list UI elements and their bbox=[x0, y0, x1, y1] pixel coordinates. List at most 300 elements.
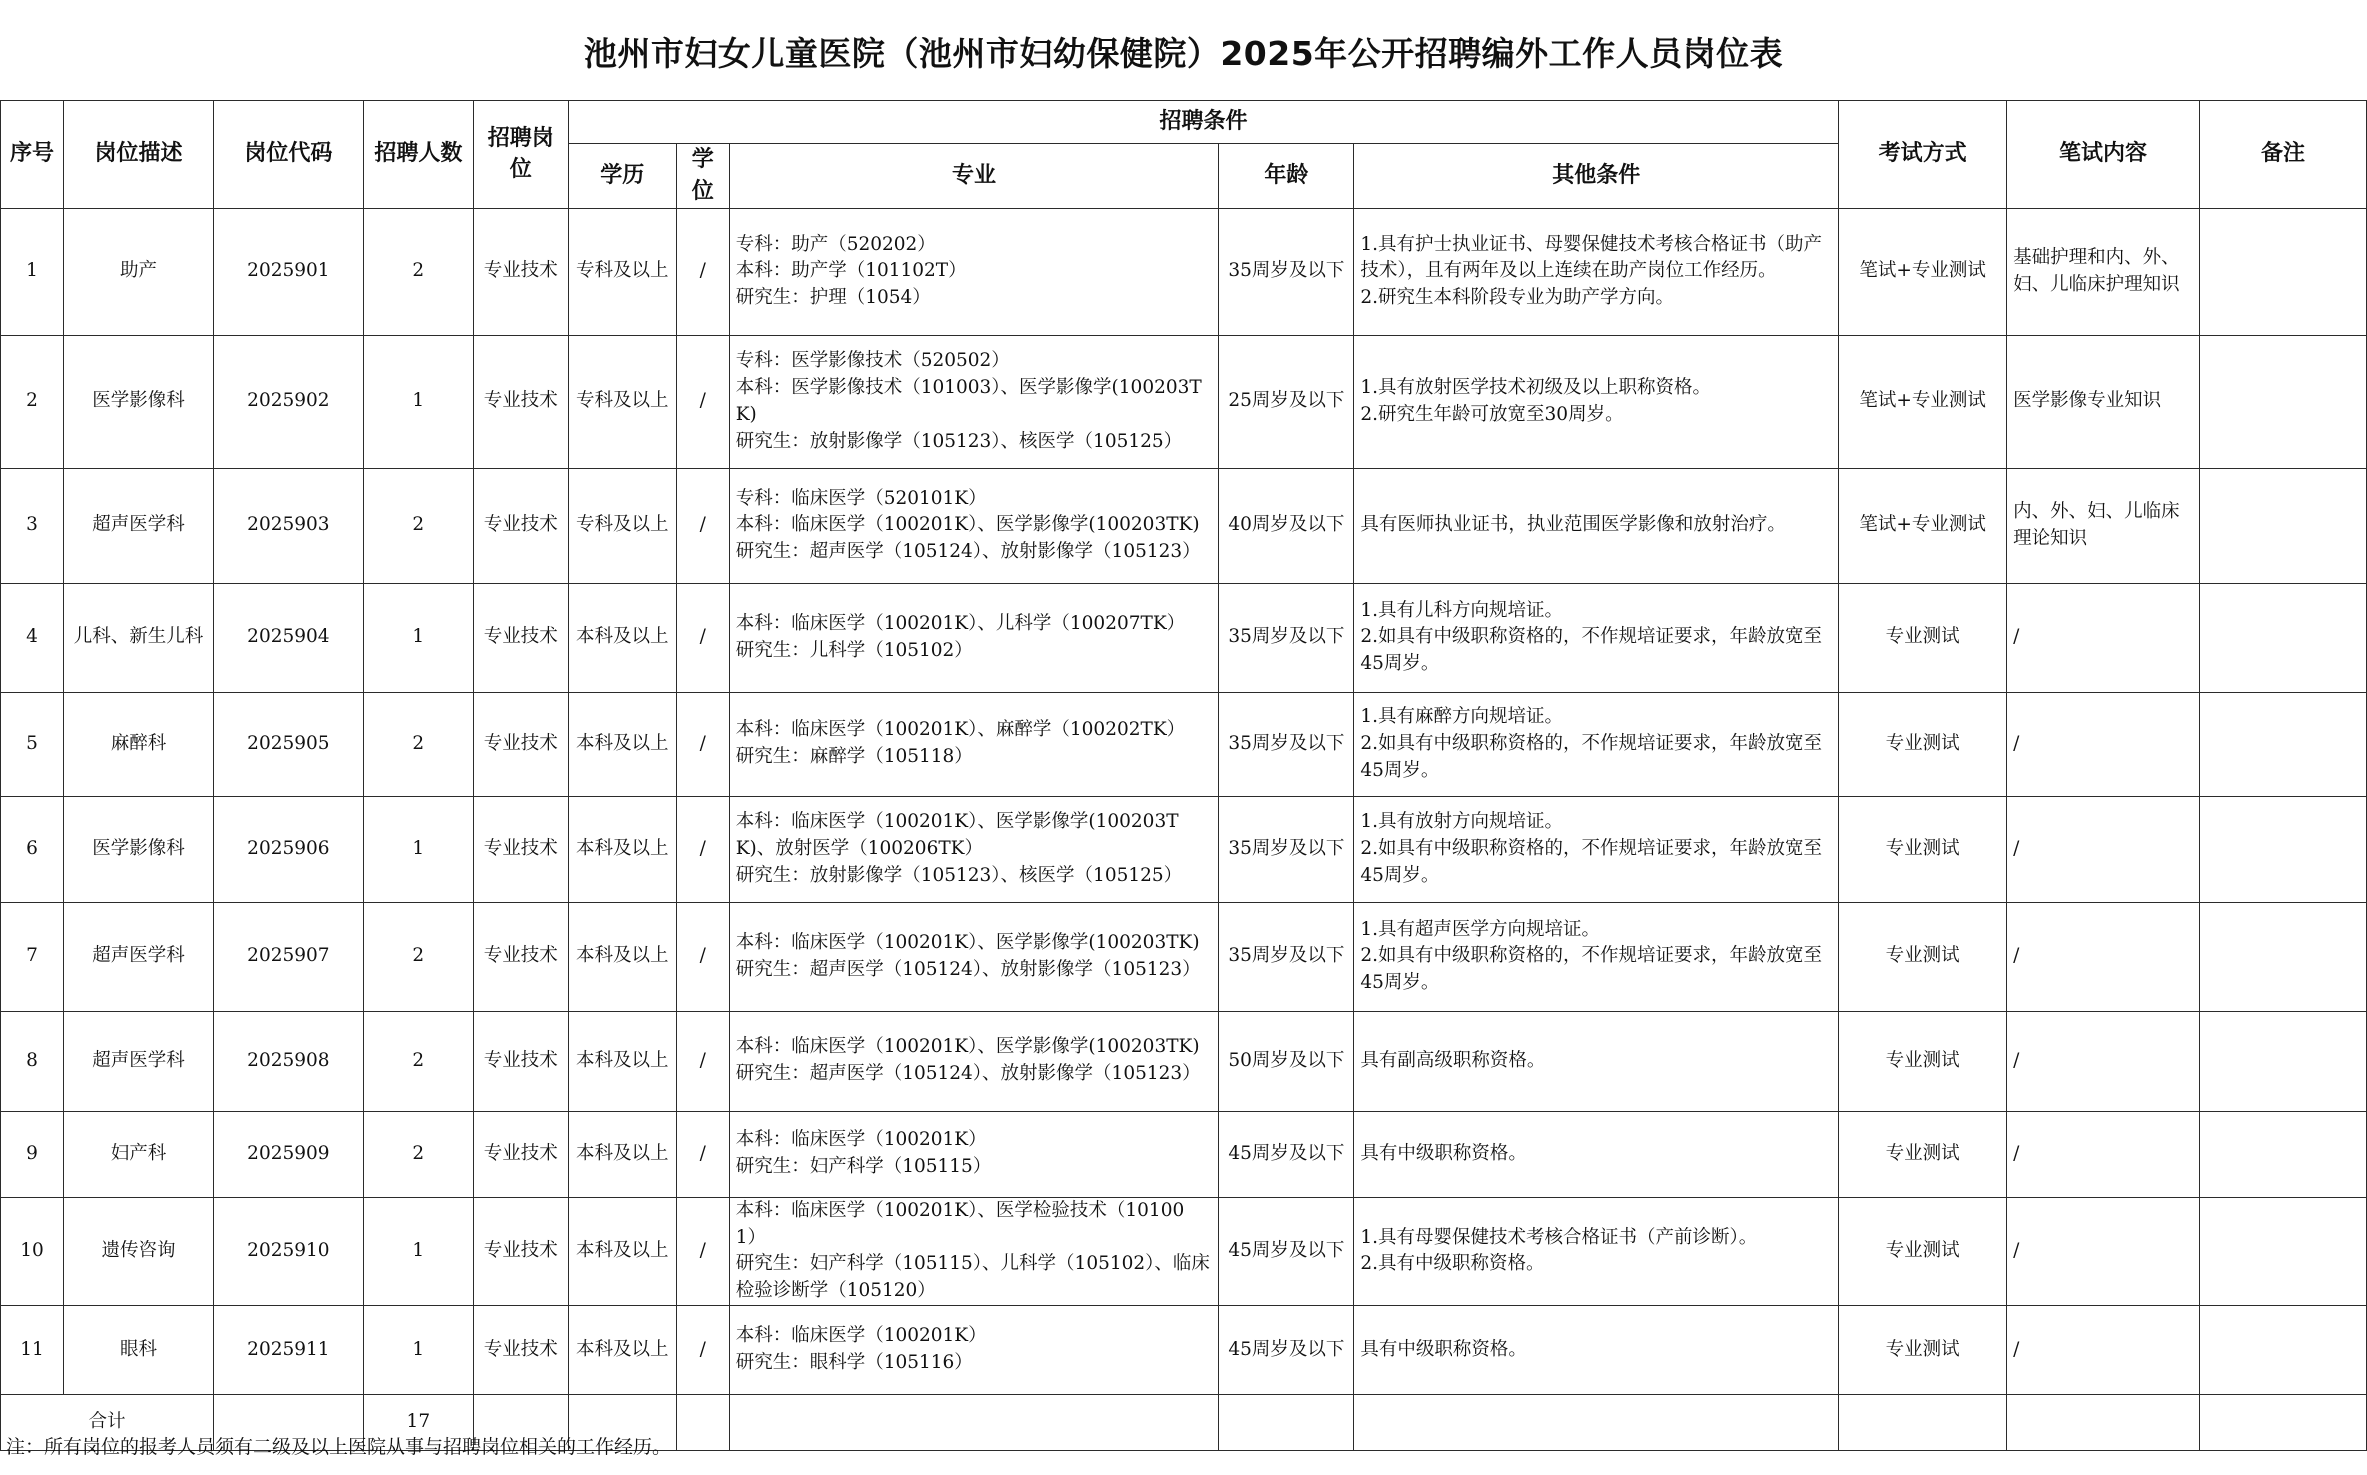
post-cell-text: 专业技术 bbox=[483, 1049, 558, 1071]
count-cell-text: 2 bbox=[412, 514, 425, 536]
seq-cell-text: 1 bbox=[26, 260, 38, 282]
other-cell-text: 具有中级职称资格。 bbox=[1360, 1142, 1527, 1164]
other-cell-text: 1.具有放射方向规培证。 2.如具有中级职称资格的，不作规培证要求，年龄放宽至45周岁。 bbox=[1360, 811, 1823, 886]
other-cell-text: 1.具有麻醉方向规培证。 2.如具有中级职称资格的，不作规培证要求，年龄放宽至45周岁。 bbox=[1360, 706, 1823, 781]
exam-cell bbox=[1839, 468, 2007, 583]
exam-cell bbox=[1839, 796, 2007, 902]
written-cell-text: / bbox=[2013, 1240, 2020, 1261]
other-cell bbox=[1354, 1011, 1839, 1111]
count-cell bbox=[363, 1111, 473, 1197]
total-empty bbox=[1219, 1395, 1354, 1451]
other-cell bbox=[1354, 692, 1839, 796]
seq-cell-text: 6 bbox=[26, 837, 38, 859]
major-cell bbox=[729, 1197, 1219, 1305]
written-cell-text: / bbox=[2013, 1049, 2020, 1071]
code-cell bbox=[213, 902, 363, 1011]
remark-cell bbox=[2199, 583, 2366, 692]
edu-cell bbox=[568, 468, 676, 583]
written-cell-text: / bbox=[2013, 626, 2020, 648]
seq-cell-text: 11 bbox=[20, 1338, 44, 1360]
major-cell-text: 专科：助产（520202） 本科：助产学（101102T） 研究生：护理（1054） bbox=[735, 233, 967, 309]
degree-cell-text: / bbox=[699, 1049, 706, 1071]
header-remark: 备注 bbox=[2199, 101, 2366, 209]
other-cell bbox=[1354, 902, 1839, 1011]
edu-cell-text: 本科及以上 bbox=[575, 1338, 669, 1360]
major-cell-text: 本科：临床医学（100201K）、医学影像学(100203TK) 研究生：超声医学（105124）、放射影像学（105123） bbox=[735, 931, 1201, 980]
exam-cell bbox=[1839, 583, 2007, 692]
desc-cell-text: 儿科、新生儿科 bbox=[73, 626, 204, 648]
major-cell-text: 专科：临床医学（520101K） 本科：临床医学（100201K）、医学影像学(100203TK) 研究生：超声医学（105124）、放射影像学（105123） bbox=[735, 487, 1201, 563]
desc-cell bbox=[63, 1111, 213, 1197]
exam-cell-text: 专业测试 bbox=[1885, 1049, 1960, 1071]
post-cell-text: 专业技术 bbox=[483, 390, 558, 412]
seq-cell bbox=[1, 583, 64, 692]
total-empty bbox=[1354, 1395, 1839, 1451]
count-cell-text: 2 bbox=[412, 945, 425, 967]
code-cell bbox=[213, 1011, 363, 1111]
written-cell bbox=[2007, 1197, 2200, 1305]
age-cell bbox=[1219, 796, 1354, 902]
seq-cell-text: 4 bbox=[26, 626, 38, 648]
edu-cell bbox=[568, 692, 676, 796]
desc-cell bbox=[63, 796, 213, 902]
age-cell-text: 35周岁及以下 bbox=[1228, 945, 1345, 967]
code-cell bbox=[213, 335, 363, 468]
count-cell-text: 1 bbox=[412, 837, 425, 859]
desc-cell bbox=[63, 1197, 213, 1305]
header-desc: 岗位描述 bbox=[63, 101, 213, 209]
desc-cell bbox=[63, 468, 213, 583]
written-cell bbox=[2007, 1011, 2200, 1111]
remark-cell bbox=[2199, 1306, 2366, 1395]
other-cell-text: 1.具有儿科方向规培证。 2.如具有中级职称资格的，不作规培证要求，年龄放宽至45周岁。 bbox=[1360, 599, 1823, 675]
remark-cell bbox=[2199, 468, 2366, 583]
other-cell bbox=[1354, 796, 1839, 902]
major-cell bbox=[729, 208, 1219, 335]
age-cell bbox=[1219, 1306, 1354, 1395]
age-cell bbox=[1219, 335, 1354, 468]
edu-cell bbox=[568, 902, 676, 1011]
degree-cell-text: / bbox=[699, 732, 706, 754]
edu-cell-text: 本科及以上 bbox=[575, 626, 669, 648]
total-empty bbox=[676, 1395, 729, 1451]
desc-cell bbox=[63, 692, 213, 796]
written-cell bbox=[2007, 692, 2200, 796]
age-cell bbox=[1219, 1111, 1354, 1197]
count-cell bbox=[363, 468, 473, 583]
exam-cell-text: 专业测试 bbox=[1885, 626, 1960, 648]
age-cell bbox=[1219, 1011, 1354, 1111]
degree-cell bbox=[676, 692, 729, 796]
major-cell bbox=[729, 335, 1219, 468]
major-cell bbox=[729, 1306, 1219, 1395]
count-cell-text: 1 bbox=[412, 626, 425, 648]
count-cell-text: 1 bbox=[412, 1338, 425, 1360]
count-cell-text: 2 bbox=[412, 1049, 425, 1071]
written-cell bbox=[2007, 583, 2200, 692]
other-cell bbox=[1354, 1306, 1839, 1395]
exam-cell-text: 笔试+专业测试 bbox=[1859, 390, 1986, 412]
table-row bbox=[1, 583, 2367, 692]
total-empty bbox=[729, 1395, 1219, 1451]
other-cell bbox=[1354, 208, 1839, 335]
written-cell-text: / bbox=[2013, 945, 2020, 967]
seq-cell bbox=[1, 1197, 64, 1305]
desc-cell-text: 超声医学科 bbox=[92, 1049, 185, 1071]
total-count: 17 bbox=[363, 1395, 473, 1451]
degree-cell-text: / bbox=[699, 514, 706, 536]
remark-cell bbox=[2199, 902, 2366, 1011]
age-cell-text: 25周岁及以下 bbox=[1228, 390, 1345, 412]
desc-cell bbox=[63, 208, 213, 335]
edu-cell-text: 本科及以上 bbox=[575, 732, 669, 754]
post-cell bbox=[473, 902, 568, 1011]
desc-cell-text: 助产 bbox=[119, 260, 157, 282]
major-cell bbox=[729, 583, 1219, 692]
post-cell-text: 专业技术 bbox=[483, 1240, 558, 1261]
seq-cell bbox=[1, 335, 64, 468]
table-row bbox=[1, 692, 2367, 796]
header-post: 招聘岗位 bbox=[473, 101, 568, 209]
degree-cell-text: / bbox=[699, 945, 706, 967]
degree-cell bbox=[676, 1306, 729, 1395]
table-row bbox=[1, 902, 2367, 1011]
total-empty bbox=[2007, 1395, 2200, 1451]
age-cell-text: 35周岁及以下 bbox=[1228, 732, 1345, 754]
seq-cell bbox=[1, 468, 64, 583]
exam-cell bbox=[1839, 1197, 2007, 1305]
desc-cell bbox=[63, 1011, 213, 1111]
code-cell bbox=[213, 468, 363, 583]
written-cell bbox=[2007, 902, 2200, 1011]
code-cell bbox=[213, 208, 363, 335]
exam-cell-text: 专业测试 bbox=[1885, 1338, 1960, 1360]
desc-cell bbox=[63, 335, 213, 468]
desc-cell-text: 眼科 bbox=[119, 1338, 157, 1360]
desc-cell-text: 超声医学科 bbox=[92, 514, 185, 536]
edu-cell bbox=[568, 1011, 676, 1111]
edu-cell-text: 本科及以上 bbox=[575, 945, 669, 967]
code-cell-text: 2025904 bbox=[247, 626, 330, 648]
count-cell-text: 1 bbox=[412, 390, 425, 412]
desc-cell-text: 超声医学科 bbox=[92, 945, 185, 967]
code-cell-text: 2025909 bbox=[247, 1142, 330, 1164]
age-cell-text: 50周岁及以下 bbox=[1228, 1049, 1345, 1071]
desc-cell bbox=[63, 902, 213, 1011]
degree-cell-text: / bbox=[699, 626, 706, 648]
code-cell-text: 2025911 bbox=[247, 1338, 330, 1360]
table-body bbox=[1, 208, 2367, 1394]
edu-cell bbox=[568, 335, 676, 468]
table-row bbox=[1, 1197, 2367, 1305]
written-cell bbox=[2007, 1306, 2200, 1395]
count-cell bbox=[363, 335, 473, 468]
total-empty bbox=[2199, 1395, 2366, 1451]
code-cell bbox=[213, 1306, 363, 1395]
seq-cell-text: 5 bbox=[26, 732, 38, 754]
count-cell-text: 2 bbox=[412, 260, 425, 282]
written-cell bbox=[2007, 208, 2200, 335]
exam-cell bbox=[1839, 335, 2007, 468]
seq-cell bbox=[1, 796, 64, 902]
seq-cell-text: 9 bbox=[26, 1142, 38, 1164]
desc-cell bbox=[63, 1306, 213, 1395]
exam-cell-text: 专业测试 bbox=[1885, 837, 1960, 859]
other-cell bbox=[1354, 1111, 1839, 1197]
degree-cell-text: / bbox=[699, 390, 706, 412]
count-cell bbox=[363, 902, 473, 1011]
written-cell bbox=[2007, 796, 2200, 902]
total-label: 合计 bbox=[1, 1395, 214, 1451]
degree-cell bbox=[676, 335, 729, 468]
remark-cell bbox=[2199, 208, 2366, 335]
desc-cell-text: 妇产科 bbox=[110, 1142, 167, 1164]
post-cell bbox=[473, 1111, 568, 1197]
header-degree: 学位 bbox=[676, 144, 729, 209]
header-written: 笔试内容 bbox=[2007, 101, 2200, 209]
post-cell-text: 专业技术 bbox=[483, 1338, 558, 1360]
post-cell bbox=[473, 1306, 568, 1395]
edu-cell-text: 本科及以上 bbox=[575, 1240, 669, 1261]
remark-cell bbox=[2199, 692, 2366, 796]
desc-cell-text: 遗传咨询 bbox=[101, 1240, 176, 1261]
degree-cell-text: / bbox=[699, 837, 706, 859]
code-cell-text: 2025906 bbox=[247, 837, 330, 859]
table-row bbox=[1, 796, 2367, 902]
edu-cell-text: 本科及以上 bbox=[575, 1142, 669, 1164]
age-cell bbox=[1219, 468, 1354, 583]
post-cell-text: 专业技术 bbox=[483, 732, 558, 754]
major-cell bbox=[729, 796, 1219, 902]
code-cell bbox=[213, 1111, 363, 1197]
code-cell-text: 2025907 bbox=[247, 945, 330, 967]
seq-cell bbox=[1, 692, 64, 796]
count-cell bbox=[363, 1011, 473, 1111]
exam-cell bbox=[1839, 902, 2007, 1011]
remark-cell bbox=[2199, 335, 2366, 468]
post-cell-text: 专业技术 bbox=[483, 626, 558, 648]
code-cell-text: 2025905 bbox=[247, 732, 330, 754]
edu-cell-text: 专科及以上 bbox=[575, 514, 669, 536]
edu-cell-text: 本科及以上 bbox=[575, 837, 669, 859]
code-cell bbox=[213, 692, 363, 796]
code-cell-text: 2025901 bbox=[247, 260, 330, 282]
edu-cell bbox=[568, 208, 676, 335]
major-cell-text: 本科：临床医学（100201K）、儿科学（100207TK） 研究生：儿科学（105102） bbox=[735, 612, 1186, 661]
age-cell-text: 45周岁及以下 bbox=[1228, 1338, 1345, 1360]
code-cell-text: 2025903 bbox=[247, 514, 330, 536]
exam-cell bbox=[1839, 1011, 2007, 1111]
exam-cell bbox=[1839, 1306, 2007, 1395]
other-cell-text: 1.具有超声医学方向规培证。 2.如具有中级职称资格的，不作规培证要求，年龄放宽至45周岁。 bbox=[1360, 918, 1823, 994]
seq-cell bbox=[1, 1111, 64, 1197]
header-age: 年龄 bbox=[1219, 144, 1354, 209]
major-cell-text: 本科：临床医学（100201K）、医学影像学(100203TK)、放射医学（100206TK） 研究生：放射影像学（105123）、核医学（105125） bbox=[735, 811, 1183, 886]
exam-cell-text: 专业测试 bbox=[1885, 1240, 1960, 1261]
seq-cell bbox=[1, 1011, 64, 1111]
post-cell-text: 专业技术 bbox=[483, 945, 558, 967]
major-cell bbox=[729, 1011, 1219, 1111]
age-cell-text: 35周岁及以下 bbox=[1228, 837, 1345, 859]
other-cell-text: 1.具有护士执业证书、母婴保健技术考核合格证书（助产技术），且有两年及以上连续在助产岗位工作经历。 2.研究生本科阶段专业为助产学方向。 bbox=[1360, 233, 1823, 309]
post-cell bbox=[473, 1011, 568, 1111]
degree-cell bbox=[676, 1011, 729, 1111]
code-cell bbox=[213, 583, 363, 692]
degree-cell bbox=[676, 208, 729, 335]
post-cell-text: 专业技术 bbox=[483, 1142, 558, 1164]
header-count: 招聘人数 bbox=[363, 101, 473, 209]
code-cell-text: 2025910 bbox=[247, 1240, 330, 1261]
post-cell bbox=[473, 1197, 568, 1305]
table-row bbox=[1, 1111, 2367, 1197]
seq-cell bbox=[1, 902, 64, 1011]
header-code: 岗位代码 bbox=[213, 101, 363, 209]
major-cell bbox=[729, 902, 1219, 1011]
written-cell-text: 内、外、妇、儿临床理论知识 bbox=[2013, 500, 2180, 549]
exam-cell bbox=[1839, 692, 2007, 796]
major-cell bbox=[729, 1111, 1219, 1197]
count-cell bbox=[363, 208, 473, 335]
code-cell bbox=[213, 796, 363, 902]
desc-cell-text: 医学影像科 bbox=[92, 390, 185, 412]
post-cell bbox=[473, 208, 568, 335]
post-cell bbox=[473, 335, 568, 468]
age-cell bbox=[1219, 692, 1354, 796]
header-major: 专业 bbox=[729, 144, 1219, 209]
remark-cell bbox=[2199, 1011, 2366, 1111]
post-cell bbox=[473, 796, 568, 902]
written-cell-text: / bbox=[2013, 837, 2020, 859]
degree-cell-text: / bbox=[699, 1240, 706, 1261]
post-cell-text: 专业技术 bbox=[483, 514, 558, 536]
edu-cell bbox=[568, 583, 676, 692]
count-cell bbox=[363, 1306, 473, 1395]
written-cell-text: / bbox=[2013, 732, 2020, 754]
age-cell bbox=[1219, 1197, 1354, 1305]
degree-cell-text: / bbox=[699, 260, 706, 282]
edu-cell bbox=[568, 796, 676, 902]
exam-cell-text: 专业测试 bbox=[1885, 945, 1960, 967]
header-edu: 学历 bbox=[568, 144, 676, 209]
other-cell bbox=[1354, 335, 1839, 468]
other-cell bbox=[1354, 468, 1839, 583]
header-conditions: 招聘条件 bbox=[568, 101, 1838, 144]
age-cell bbox=[1219, 208, 1354, 335]
desc-cell-text: 医学影像科 bbox=[92, 837, 185, 859]
edu-cell bbox=[568, 1111, 676, 1197]
age-cell-text: 45周岁及以下 bbox=[1228, 1142, 1345, 1164]
edu-cell bbox=[568, 1197, 676, 1305]
post-cell-text: 专业技术 bbox=[483, 260, 558, 282]
page-title: 池州市妇女儿童医院（池州市妇幼保健院）2025年公开招聘编外工作人员岗位表 bbox=[583, 34, 1784, 73]
written-cell-text: 基础护理和内、外、妇、儿临床护理知识 bbox=[2013, 246, 2180, 295]
table-row bbox=[1, 208, 2367, 335]
other-cell-text: 1.具有放射医学技术初级及以上职称资格。 2.研究生年龄可放宽至30周岁。 bbox=[1360, 376, 1712, 425]
exam-cell-text: 笔试+专业测试 bbox=[1859, 260, 1986, 282]
table-row bbox=[1, 335, 2367, 468]
seq-cell bbox=[1, 208, 64, 335]
exam-cell bbox=[1839, 208, 2007, 335]
total-empty bbox=[1839, 1395, 2007, 1451]
post-cell bbox=[473, 583, 568, 692]
footnote: 注：所有岗位的报考人员须有二级及以上医院从事与招聘岗位相关的工作经历。 bbox=[6, 1436, 672, 1458]
written-cell bbox=[2007, 1111, 2200, 1197]
major-cell-text: 本科：临床医学（100201K） 研究生：眼科学（105116） bbox=[735, 1325, 987, 1374]
header-seq: 序号 bbox=[1, 101, 64, 209]
written-cell-text: / bbox=[2013, 1142, 2020, 1164]
exam-cell-text: 专业测试 bbox=[1885, 732, 1960, 754]
edu-cell-text: 专科及以上 bbox=[575, 260, 669, 282]
major-cell bbox=[729, 468, 1219, 583]
other-cell bbox=[1354, 583, 1839, 692]
degree-cell bbox=[676, 796, 729, 902]
table-row bbox=[1, 1011, 2367, 1111]
exam-cell-text: 专业测试 bbox=[1885, 1142, 1960, 1164]
written-cell bbox=[2007, 468, 2200, 583]
count-cell bbox=[363, 796, 473, 902]
age-cell-text: 40周岁及以下 bbox=[1228, 514, 1345, 536]
desc-cell bbox=[63, 583, 213, 692]
written-cell-text: / bbox=[2013, 1338, 2020, 1360]
age-cell-text: 35周岁及以下 bbox=[1228, 626, 1345, 648]
edu-cell-text: 专科及以上 bbox=[575, 390, 669, 412]
remark-cell bbox=[2199, 1111, 2366, 1197]
degree-cell bbox=[676, 1197, 729, 1305]
seq-cell-text: 7 bbox=[26, 945, 38, 967]
written-cell-text: 医学影像专业知识 bbox=[2013, 390, 2162, 412]
code-cell-text: 2025908 bbox=[247, 1049, 330, 1071]
seq-cell-text: 8 bbox=[26, 1049, 38, 1071]
header-other: 其他条件 bbox=[1354, 144, 1839, 209]
seq-cell-text: 2 bbox=[26, 390, 38, 412]
edu-cell-text: 本科及以上 bbox=[575, 1049, 669, 1071]
count-cell-text: 2 bbox=[412, 1142, 425, 1164]
written-cell bbox=[2007, 335, 2200, 468]
major-cell-text: 本科：临床医学（100201K） 研究生：妇产科学（105115） bbox=[735, 1129, 992, 1178]
degree-cell-text: / bbox=[699, 1142, 706, 1164]
degree-cell bbox=[676, 468, 729, 583]
post-cell bbox=[473, 468, 568, 583]
seq-cell-text: 10 bbox=[20, 1240, 44, 1261]
count-cell bbox=[363, 1197, 473, 1305]
age-cell-text: 45周岁及以下 bbox=[1228, 1240, 1345, 1261]
other-cell-text: 具有中级职称资格。 bbox=[1360, 1338, 1527, 1360]
count-cell bbox=[363, 692, 473, 796]
count-cell-text: 2 bbox=[412, 732, 425, 754]
code-cell-text: 2025902 bbox=[247, 390, 330, 412]
count-cell-text: 1 bbox=[412, 1240, 425, 1261]
age-cell bbox=[1219, 583, 1354, 692]
major-cell-text: 本科：临床医学（100201K）、医学检验技术（101001） 研究生：妇产科学（105115）、儿科学（105102）、临床检验诊断学（105120） bbox=[735, 1199, 1210, 1302]
degree-cell-text: / bbox=[699, 1338, 706, 1360]
desc-cell-text: 麻醉科 bbox=[110, 732, 167, 754]
age-cell bbox=[1219, 902, 1354, 1011]
other-cell-text: 1.具有母婴保健技术考核合格证书（产前诊断）。 2.具有中级职称资格。 bbox=[1360, 1226, 1758, 1275]
degree-cell bbox=[676, 902, 729, 1011]
table-row bbox=[1, 468, 2367, 583]
major-cell-text: 专科：医学影像技术（520502） 本科：医学影像技术（101003）、医学影像学(100203TK) 研究生：放射影像学（105123）、核医学（105125） bbox=[735, 350, 1202, 452]
post-cell-text: 专业技术 bbox=[483, 837, 558, 859]
remark-cell bbox=[2199, 796, 2366, 902]
post-cell bbox=[473, 692, 568, 796]
other-cell-text: 具有副高级职称资格。 bbox=[1360, 1049, 1546, 1071]
exam-cell bbox=[1839, 1111, 2007, 1197]
age-cell-text: 35周岁及以下 bbox=[1228, 260, 1345, 282]
exam-cell-text: 笔试+专业测试 bbox=[1859, 514, 1986, 536]
degree-cell bbox=[676, 583, 729, 692]
other-cell-text: 具有医师执业证书，执业范围医学影像和放射治疗。 bbox=[1360, 514, 1786, 536]
count-cell bbox=[363, 583, 473, 692]
